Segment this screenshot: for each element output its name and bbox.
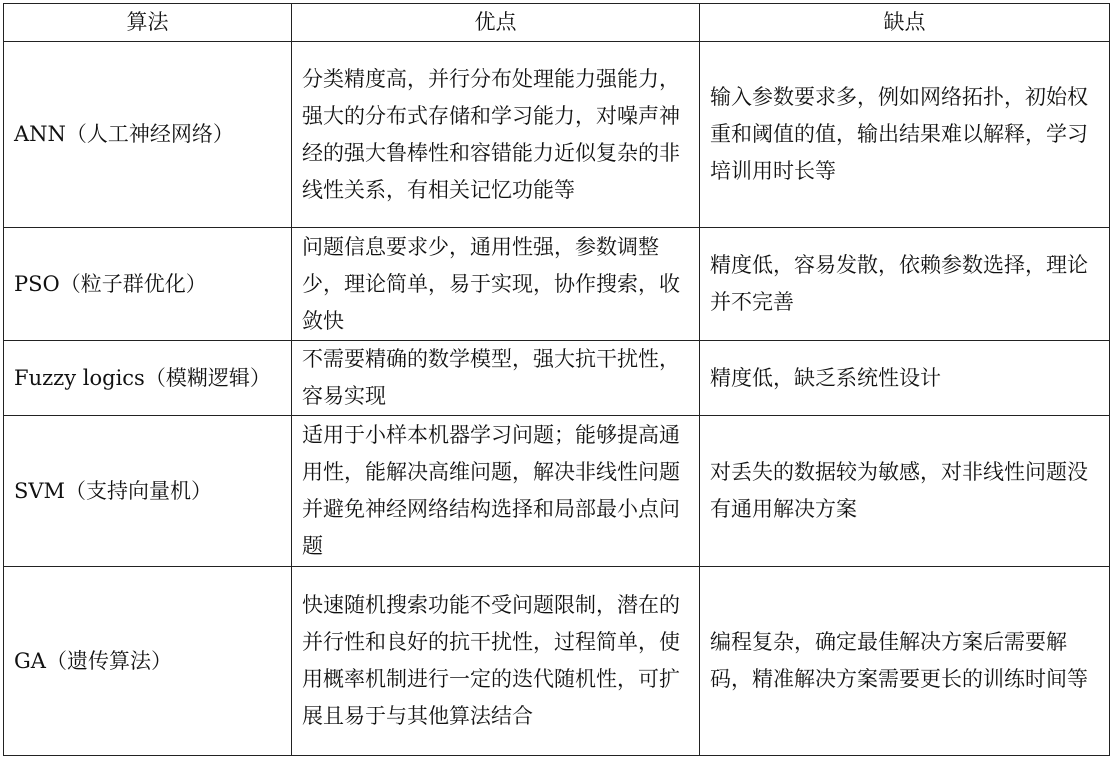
header-cons: 缺点 bbox=[700, 4, 1110, 42]
cons-cell: 对丢失的数据较为敏感，对非线性问题没有通用解决方案 bbox=[700, 416, 1110, 567]
header-pros: 优点 bbox=[292, 4, 700, 42]
header-row bbox=[4, 4, 1110, 42]
table-row bbox=[4, 228, 1110, 341]
table-row bbox=[4, 341, 1110, 416]
pros-cell: 适用于小样本机器学习问题；能够提高通用性，能解决高维问题，解决非线性问题并避免神经网络结构选择和局部最小点问题 bbox=[292, 416, 700, 567]
cons-cell: 编程复杂，确定最佳解决方案后需要解码，精准解决方案需要更长的训练时间等 bbox=[700, 567, 1110, 756]
algorithm-cell: GA（遗传算法） bbox=[4, 567, 292, 756]
cons-cell: 精度低，缺乏系统性设计 bbox=[700, 341, 1110, 416]
algorithm-comparison-table bbox=[3, 3, 1110, 756]
table-row bbox=[4, 416, 1110, 567]
pros-cell: 不需要精确的数学模型，强大抗干扰性，容易实现 bbox=[292, 341, 700, 416]
pros-cell: 问题信息要求少，通用性强，参数调整少，理论简单，易于实现，协作搜索，收敛快 bbox=[292, 228, 700, 341]
table-row bbox=[4, 42, 1110, 228]
algorithm-cell: Fuzzy logics（模糊逻辑） bbox=[4, 341, 292, 416]
pros-cell: 快速随机搜索功能不受问题限制，潜在的并行性和良好的抗干扰性，过程简单，使用概率机制进行一定的迭代随机性，可扩展且易于与其他算法结合 bbox=[292, 567, 700, 756]
algorithm-cell: ANN（人工神经网络） bbox=[4, 42, 292, 228]
cons-cell: 精度低，容易发散，依赖参数选择，理论并不完善 bbox=[700, 228, 1110, 341]
cons-cell: 输入参数要求多，例如网络拓扑，初始权重和阈值的值，输出结果难以解释，学习培训用时长等 bbox=[700, 42, 1110, 228]
header-algorithm: 算法 bbox=[4, 4, 292, 42]
pros-cell: 分类精度高，并行分布处理能力强能力，强大的分布式存储和学习能力，对噪声神经的强大鲁棒性和容错能力近似复杂的非线性关系，有相关记忆功能等 bbox=[292, 42, 700, 228]
table-row bbox=[4, 567, 1110, 756]
algorithm-cell: SVM（支持向量机） bbox=[4, 416, 292, 567]
algorithm-cell: PSO（粒子群优化） bbox=[4, 228, 292, 341]
